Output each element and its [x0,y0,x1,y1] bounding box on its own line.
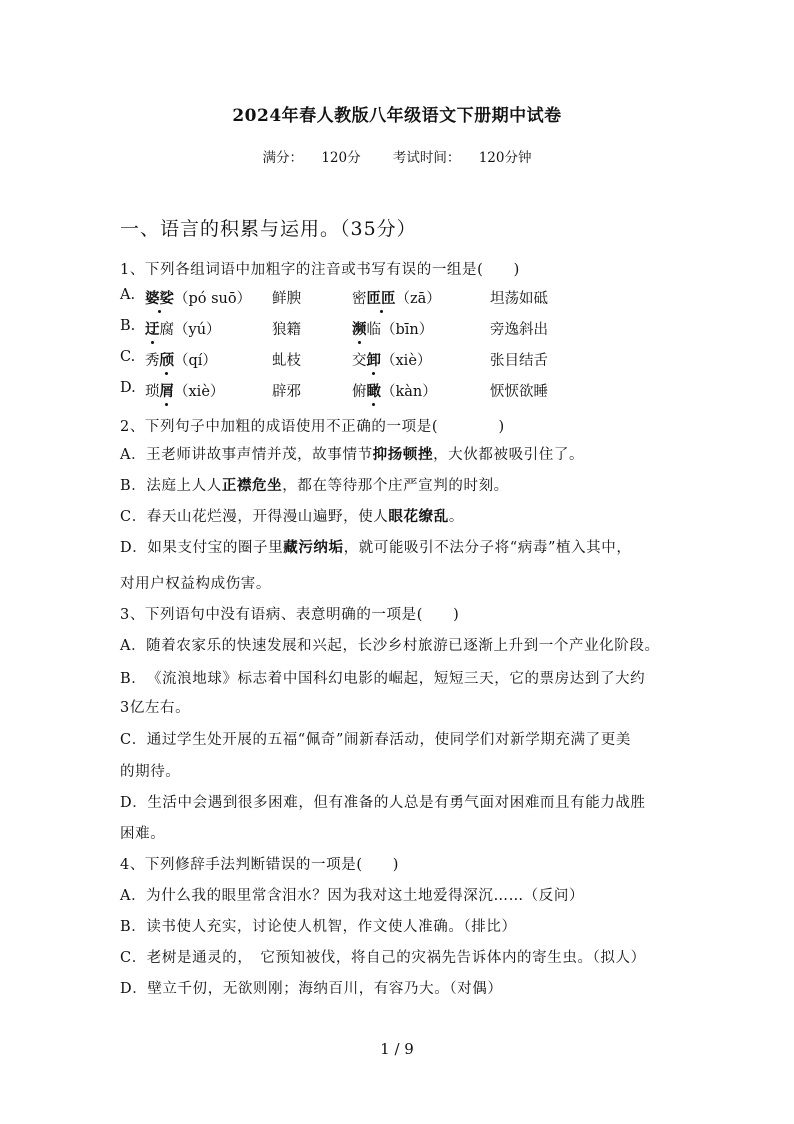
option-letter: B. [120,318,136,334]
idiom: 正襟危坐 [221,477,283,494]
option-text: A．王老师讲故事声情并茂，故事情节 [120,447,373,463]
pinyin: （qí） [174,353,217,369]
plain-text: 密 [352,291,367,307]
option-word-2: 鲜腴 [272,291,301,307]
plain-text: 琐 [145,384,160,400]
question-4-option-d: D．壁立千仞，无欲则刚；海纳百川，有容乃大。（对偶） [120,981,503,997]
option-text: C．春天山花烂漫，开得漫山遍野，使人 [120,509,389,525]
question-3-option-c-continued: 的期待。 [120,764,181,780]
option-word-4: 恹恹欲睡 [490,384,548,400]
exam-title: 2024年春人教版八年级语文下册期中试卷 [232,106,562,126]
option-letter: C. [120,349,136,365]
option-word-4: 张目结舌 [490,353,548,369]
question-3-stem: 3、下列语句中没有语病、表意明确的一项是( ) [120,607,460,623]
question-3-option-d-continued: 困难。 [120,826,166,842]
option-word-4: 坦荡如砥 [490,291,548,307]
option-word-1 [145,380,224,401]
full-score [256,150,368,166]
option-text: 。 [448,509,464,525]
option-word-2: 虬枝 [272,353,301,369]
pinyin: （xiè） [381,353,432,369]
page-number: 1 / 9 [380,1040,414,1058]
option-word-3 [352,287,441,308]
question-3-option-c: C．通过学生处开展的五福“佩奇”闹新春活动，使同学们对新学期充满了更美 [120,732,631,748]
question-2-option-d-continued: 对用户权益构成伤害。 [120,576,271,592]
idiom: 藏污纳垢 [283,539,344,556]
option-word-3 [352,349,431,370]
question-2-stem: 2、下列句子中加粗的成语使用不正确的一项是( ) [120,419,505,435]
question-3-option-b-continued: 3亿左右。 [120,700,191,716]
option-letter: D. [120,380,136,396]
question-2-option-d [120,536,631,557]
bold-character: 颀 [160,349,175,370]
question-3-option-b: B． 《流浪地球》标志着中国科幻电影的崛起，短短三天，它的票房达到了大约 [120,671,646,687]
exam-time [386,150,539,166]
question-2-option-c [120,505,464,526]
pinyin: （pó suō） [174,291,252,307]
pinyin: 腐（yú） [159,322,221,338]
bold-character: 迂 [145,318,160,339]
bold-character: 匝匝 [367,287,396,308]
option-word-1 [145,287,251,308]
question-1-stem: 1、下列各组词语中加粗字的注音或书写有误的一组是( ) [120,262,520,278]
question-3-option-a: A．随着农家乐的快速发展和兴起，长沙乡村旅游已逐渐上升到一个产业化阶段。 [120,638,660,654]
question-4-option-c: C．老树是通灵的， 它预知被伐，将自己的灾祸先告诉体内的寄生虫。（拟人） [120,950,646,966]
option-text: ，都在等待那个庄严宣判的时刻。 [282,478,509,494]
section-title: 一、语言的积累与运用。（35分） [120,218,417,240]
pinyin: （xiè） [174,384,225,400]
option-word-2: 狼籍 [272,322,301,338]
plain-text: 俯 [352,384,367,400]
option-text: ，就可能吸引不法分子将“病毒”植入其中， [343,540,632,556]
plain-text: 交 [352,353,367,369]
option-word-3 [352,318,433,339]
full-score-label: 满分： [262,150,304,166]
full-score-value: 120分 [321,150,361,166]
question-4-option-a: A．为什么我的眼里常含泪水？因为我对这土地爱得深沉……（反问） [120,888,585,904]
option-word-4: 旁逸斜出 [490,322,548,338]
pinyin: （zā） [395,291,441,307]
option-letter: A. [120,287,136,303]
option-word-1 [145,349,217,370]
question-3-option-d: D．生活中会遇到很多困难，但有准备的人总是有勇气面对困难而且有能力战胜 [120,795,646,811]
option-word-2: 辟邪 [272,384,301,400]
option-text: ，大伙都被吸引住了。 [433,447,585,463]
exam-time-value: 120分钟 [478,150,532,166]
exam-time-label: 考试时间： [392,150,461,166]
idiom: 眼花缭乱 [388,508,449,525]
option-text: B．法庭上人人 [120,478,222,494]
bold-character: 瞰 [367,380,382,401]
bold-character: 屑 [160,380,175,401]
question-2-option-a [120,443,584,464]
question-2-option-b [120,474,509,495]
plain-text: 秀 [145,353,160,369]
question-4-option-b: B．读书使人充实，讨论使人机智，作文使人准确。（排比） [120,919,517,935]
question-4-stem: 4、下列修辞手法判断错误的一项是( ) [120,857,400,873]
option-text: D．如果支付宝的圈子里 [120,540,284,556]
exam-info [0,146,794,166]
bold-character: 卸 [367,349,382,370]
option-word-1 [145,318,221,339]
idiom: 抑扬顿挫 [372,446,434,463]
bold-character: 婆娑 [145,287,174,308]
bold-character: 濒 [352,318,367,339]
pinyin: 临（bīn） [366,322,434,338]
option-word-3 [352,380,437,401]
pinyin: （kàn） [381,384,437,400]
